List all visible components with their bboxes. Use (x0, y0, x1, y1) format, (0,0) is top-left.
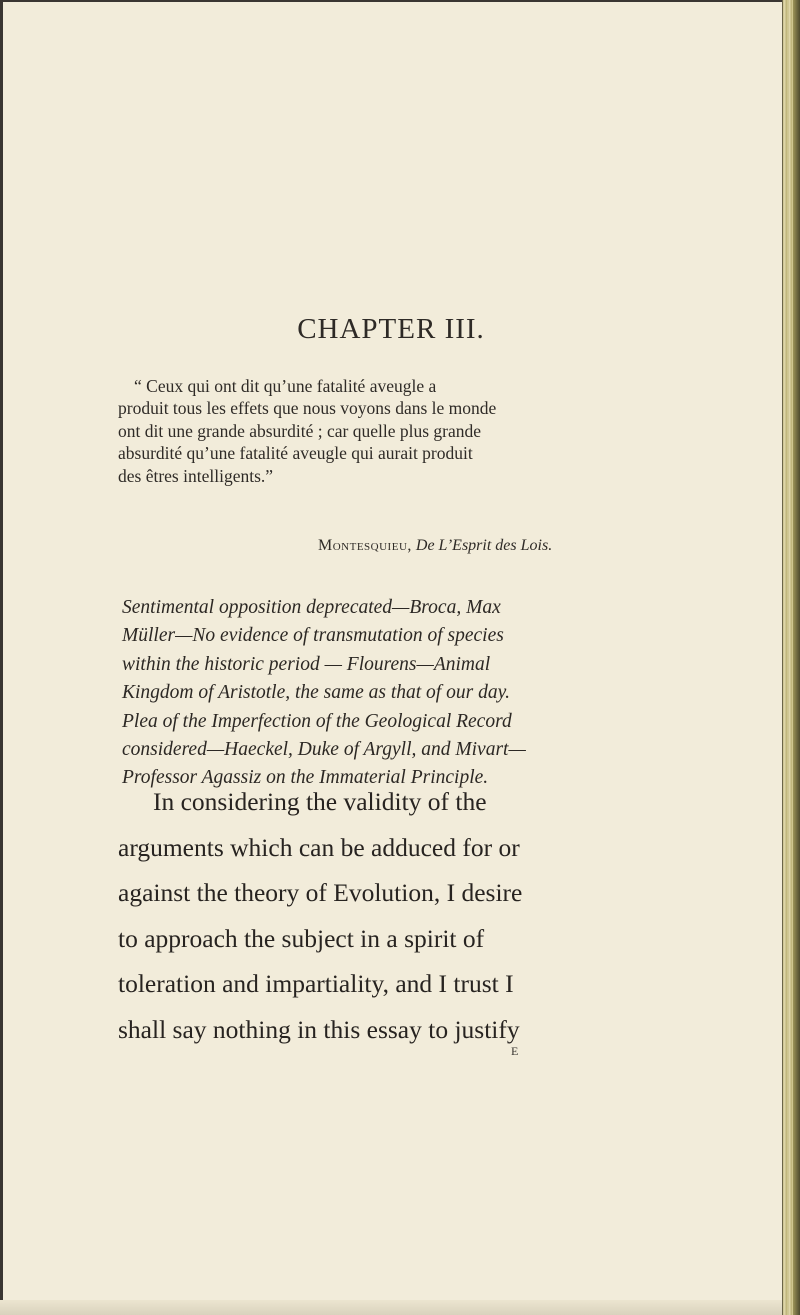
chapter-summary (122, 594, 662, 793)
epigraph-line: absurdité qu’une fatalité aveugle qui aurait produit (118, 443, 473, 464)
summary-line: Plea of the Imperfection of the Geological Record (122, 710, 512, 732)
body-line: to approach the subject in a spirit of (118, 923, 485, 953)
page-bottom-shadow (0, 1300, 782, 1315)
epigraph-line: ont dit une grande absurdité ; car quelle plus grande (118, 420, 482, 441)
signature-mark: E (511, 1044, 519, 1058)
chapter-title: CHAPTER III. (297, 313, 485, 345)
summary-line: within the historic period — Flourens—Animal (122, 653, 491, 675)
summary-line: Professor Agassiz on the Immaterial Principle. (122, 767, 489, 789)
attribution-author: Montesquieu, (318, 537, 412, 554)
attribution-work: De L’Esprit des Lois. (415, 537, 553, 554)
summary-line: Kingdom of Aristotle, the same as that of our day. (122, 682, 511, 704)
body-line: toleration and impartiality, and I trust I (118, 969, 514, 998)
epigraph-quote (118, 375, 630, 487)
body-line: shall say nothing in this essay to justify (118, 1014, 520, 1044)
body-line: arguments which can be adduced for or (118, 832, 520, 862)
epigraph-line: “ Ceux qui ont dit qu’une fatalité aveugle a (134, 376, 437, 396)
body-line: against the theory of Evolution, I desire (118, 878, 523, 907)
epigraph-line: produit tous les effets que nous voyons dans le monde (118, 398, 497, 419)
summary-line: Sentimental opposition deprecated—Broca, Max (122, 597, 501, 618)
summary-line: considered—Haeckel, Duke of Argyll, and Mivart— (122, 739, 526, 761)
body-line: In considering the validity of the (153, 787, 487, 816)
epigraph-attribution (318, 537, 648, 555)
epigraph-line: des êtres intelligents.” (118, 465, 274, 486)
body-paragraph (118, 779, 661, 1052)
summary-line: Müller—No evidence of transmutation of species (122, 625, 504, 647)
book-spine-shadow (793, 0, 800, 1315)
